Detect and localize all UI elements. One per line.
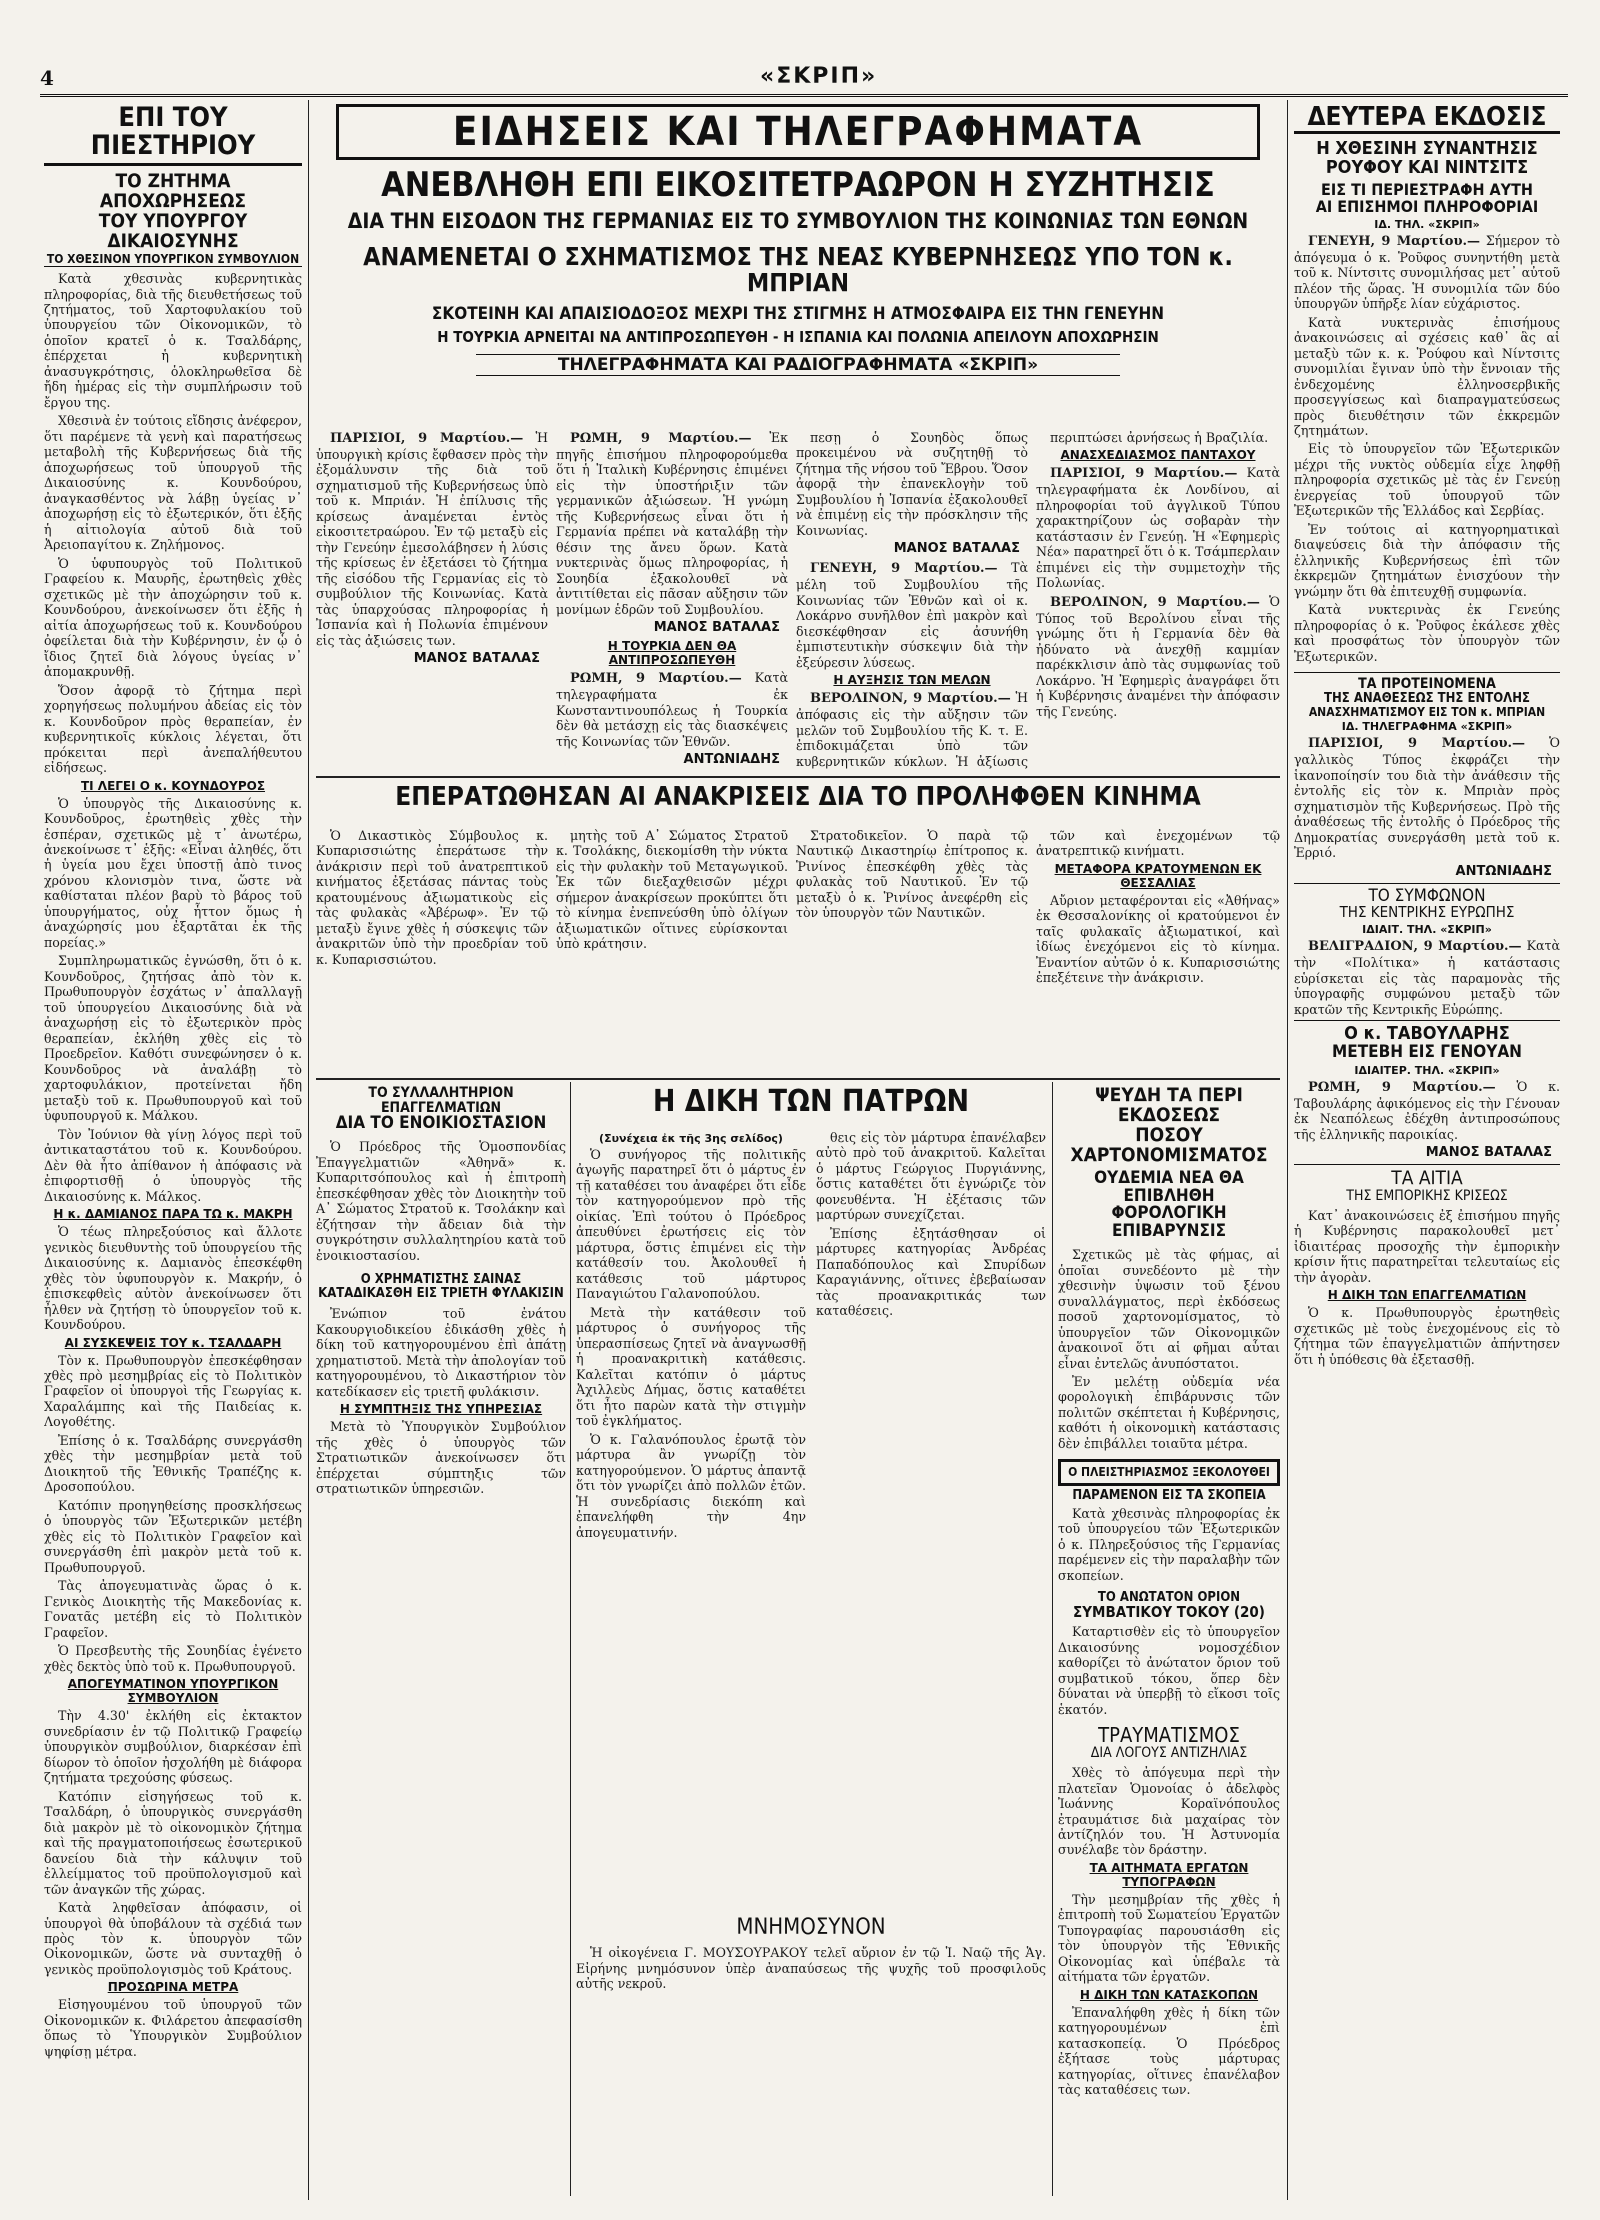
paper-name: «ΣΚΡΙΠ» (760, 64, 878, 89)
article-paragraph: Ὁ Πρόεδρος τῆς Ὁμοσπονδίας Ἐπαγγελματιῶν «Ἀθηνᾶ» κ. Κυπαριτσόπουλος καὶ ἡ ἐπιτροπὴ ἐπεσκέφθησαν χθὲς τὸν Διοικητὴν τοῦ Α᾽ Σώματος Στρατοῦ κ. Τσολάκην καὶ ἐζήτησαν τὴν ἄδειαν διὰ τὴν συγκρότησιν συλλαλητηρίου κατὰ τοῦ ἐνοικιοστασίου. (316, 1139, 566, 1263)
memorial-notice (576, 1916, 1046, 2196)
headline: ΨΕΥΔΗ ΤΑ ΠΕΡΙ ΕΚΔΟΣΕΩΣ (1095, 1086, 1243, 1126)
dateline: ΠΑΡΙΣΙΟΙ, 9 Μαρτίου.— (1050, 466, 1238, 482)
article-paragraph: Ἐν τούτοις αἱ κατηγορηματικαὶ διαψεύσεις διὰ τὴν ἀπόφασιν τῆς ἑλληνικῆς Κυβερνήσεως ἐπὶ τῶν ἐκκρεμῶν ζητημάτων ἐνισχύουν τὴν γνώμην ὅτι θὰ ἐπιτευχθῇ συμφωνία. (1294, 521, 1560, 599)
article-paragraph: περιπτώσει ἀρνήσεως ἡ Βραζιλία. (1050, 430, 1269, 445)
article-paragraph: Ὁ συνήγορος τῆς πολιτικῆς ἀγωγῆς παρατηρεῖ ὅτι ὁ μάρτυς ἐν τῇ καταθέσει του ἀναφέρει ὅτι εἶδε τὸν κατηγορούμενον πρὸ τῆς οἰκίας. Ἐπὶ τούτου ὁ Πρόεδρος ἀπευθύνει ἐρωτήσεις εἰς τὸν μάρτυρα, ὅστις ἐπιμένει εἰς τὴν κατάθεσίν του. Ἀκολουθεῖ ἡ κατάθεσις τοῦ μάρτυρος Παναγιώτου Γαλανοπούλου. (576, 1147, 806, 1302)
headline: ΕΠΕΡΑΤΩΘΗΣΑΝ ΑΙ ΑΝΑΚΡΙΣΕΙΣ ΔΙΑ ΤΟ ΠΡΟΛΗΦΘΕΝ ΚΙΝΗΜΑ (395, 784, 1201, 812)
headline: ΚΑΤΑΔΙΚΑΣΘΗ ΕΙΣ ΤΡΙΕΤΗ ΦΥΛΑΚΙΣΙΝ (318, 1285, 564, 1301)
article-paragraph: Κατόπιν εἰσηγήσεως τοῦ κ. Τσαλδάρη, ὁ ὑπουργικὸς συνεργάσθη διὰ μακρὸν μὲ τὸ οἰκονομικὸν ζήτημα καὶ τῆς πραγματοποιήσεως ἐσωτερικοῦ δανείου διὰ τὴν κάλυψιν τοῦ ἐλλείμματος τοῦ προϋπολογισμοῦ καὶ τῶν ἀναγκῶν τῆς χώρας. (44, 1788, 302, 1897)
credit-line: ΙΔ. ΤΗΛ. «ΣΚΡΙΠ» (1374, 217, 1480, 231)
dateline: ΠΑΡΙΣΙΟΙ, 9 Μαρτίου.— (330, 431, 524, 446)
article-paragraph: Εἰσηγουμένου τοῦ ὑπουργοῦ τῶν Οἰκονομικῶν κ. Φιλάρετου ἀπεφασίσθη ὅπως τὸ Ὑπουργικὸν Συμβούλιον ψηφίσῃ μέτρα. (44, 1997, 302, 2059)
article-column (816, 1130, 1046, 1322)
telegram-column (556, 430, 788, 770)
headline: ΔΙΑ ΤΟ ΕΝΟΙΚΙΟΣΤΑΣΙΟΝ (335, 1113, 547, 1134)
article-paragraph: Κατὰ ληφθεῖσαν ἀπόφασιν, οἱ ὑπουργοὶ θὰ ὑποβάλουν τὰ σχέδιά των πρὸς τὸν κ. ὑπουργὸν τῶν Οἰκονομικῶν, ὥστε νὰ συνταχθῇ ὁ γενικὸς προϋπολογισμὸς τοῦ Κράτους. (44, 1900, 302, 1977)
section-title: ΕΙΔΗΣΕΙΣ ΚΑΙ ΤΗΛΕΓΡΑΦΗΜΑΤΑ (336, 104, 1260, 160)
article-column (576, 1130, 806, 1543)
subheadline: Η ΔΙΚΗ ΤΩΝ ΚΑΤΑΣΚΟΠΩΝ (1079, 1987, 1259, 2002)
byline: ΑΝΤΩΝΙΑΔΗΣ (683, 752, 780, 768)
headline: ΑΙ ΕΠΙΣΗΜΟΙ ΠΛΗΡΟΦΟΡΙΑΙ (1315, 196, 1539, 216)
article-text: Ὁ Τύπος τοῦ Βερολίνου εἶναι τῆς γνώμης ὅτι ἡ Γερμανία δὲν θὰ ἠδύνατο νὰ ἀνεχθῇ καμμίαν παρέκκλισιν ἀπὸ τὰς συμφωνίας τοῦ Λοκάρνο. Ἡ Ἐφημερὶς ἀναγράφει ὅτι ἡ Κυβέρνησις ἀναμένει τὴν ἀπόφασιν τῆς Γενεύης. (1036, 593, 1280, 719)
subheadline: Η ΤΟΥΡΚΙΑ ΔΕΝ ΘΑ ΑΝΤΙΠΡΟΣΩΠΕΥΘΗ (607, 639, 737, 668)
headline: ΤΟ ΣΥΜΦΩΝΟΝ (1294, 883, 1560, 906)
subheadline: Η κ. ΔΑΜΙΑΝΟΣ ΠΑΡΑ ΤΩ κ. ΜΑΚΡΗ (53, 1207, 293, 1222)
article-paragraph: Ἐπίσης ἐξητάσθησαν οἱ μάρτυρες κατηγορίας Ἀνδρέας Παπαδόπουλος καὶ Σπυρίδων Καραγιάννης, οἵτινες ἐβεβαίωσαν τὰς προανακριτικάς των καταθέσεις. (816, 1225, 1046, 1319)
left-column (44, 104, 302, 2200)
headline: ΡΟΥΦΟΥ ΚΑΙ ΝΙΝΤΣΙΤΣ (1325, 157, 1529, 179)
article-text: Ἡ ὑπουργικὴ κρίσις ἔφθασεν πρὸς τὴν ἐξομάλυνσιν τῆς διὰ τοῦ σχηματισμοῦ τῆς Κυβερνήσεως ὑπὸ τοῦ κ. Μπριάν. Ἡ ἐπίλυσις τῆς κρίσεως ἀναμένεται ἐντὸς εἰκοσιτετραώρου. Ἐν τῷ μεταξὺ εἰς τὴν Γενεύην ἐμεσολάβησεν ἡ λύσις τῆς κρίσεως ἐν ἐξετάσει τὸ ζήτημα τῆς εἰσόδου τῆς Γερμανίας εἰς τὸ συμβούλιον τῆς Κοινωνίας. Κατὰ τὰς ὑπαρχούσας πληροφορίας ἡ Ἰσπανία καὶ ἡ Πολωνία ἐπιμένουν εἰς τὰς ἀξιώσεις των. (316, 430, 548, 648)
dateline: ΓΕΝΕΥΗ, 9 Μαρτίου.— (810, 561, 998, 577)
section-rule (316, 1078, 1280, 1080)
article-paragraph: Ἐπαναλήφθη χθὲς ἡ δίκη τῶν κατηγορουμένων ἐπὶ κατασκοπείᾳ. Ὁ Πρόεδρος ἐξήτασε τοὺς μάρτυρας κατηγορίας, οἵτινες ἐπανέλαβον τὰς καταθέσεις των. (1058, 2004, 1280, 2098)
article-text: Κατὰ τηλεγραφήματα ἐκ Λονδίνου, αἱ πληροφορίαι τοῦ ἀγγλικοῦ Τύπου χαρακτηρίζουν ὡς σοβαρὰν τὴν κατάστασιν ἐν Γενεύῃ. Ἡ «Ἐφημερὶς Νέα» παρατηρεῖ ὅτι ὁ κ. Τσάμπερλαιν ἐπιμένει εἰς τὴν συμμετοχὴν τῆς Πολωνίας. (1036, 465, 1280, 591)
section-title: ΕΠΙ ΤΟΥ ΠΙΕΣΤΗΡΙΟΥ (44, 104, 302, 166)
column-rule (570, 1082, 571, 2196)
subheadline: ΑΝΑΣΧΕΔΙΑΣΜΟΣ ΠΑΝΤΑΧΟΥ (1060, 448, 1256, 463)
article-text: Ὁ κ. Ταβουλάρης ἀφικόμενος εἰς τὴν Γένουαν ἐκ Νεαπόλεως ἐδέχθη ἀντιπροσώπους τῆς ἑλληνικῆς παροικίας. (1294, 1078, 1560, 1142)
dateline: ΒΕΡΟΛΙΝΟΝ, 9 Μαρτίου.— (810, 691, 1011, 707)
article-paragraph: Ἐπίσης ὁ κ. Τσαλδάρης συνεργάσθη χθὲς τὴν μεσημβρίαν μετὰ τοῦ Διοικητοῦ τῆς Ἐθνικῆς Τραπέζης κ. Δροσοπούλου. (44, 1432, 302, 1495)
page-number: 4 (40, 66, 54, 90)
article-paragraph: Ὁ Πρεσβευτὴς τῆς Σουηδίας ἐγένετο χθὲς δεκτὸς ὑπὸ τοῦ κ. Πρωθυπουργοῦ. (44, 1643, 302, 1674)
article-paragraph: Συμπληρωματικῶς ἐγνώσθη, ὅτι ὁ κ. Κουνδοῦρος, ζητήσας ἀπὸ τὸν κ. Πρωθυπουργὸν ἐσχάτως ν᾽ ἀπαλλαγῇ τοῦ ὑπουργείου Δικαιοσύνης διὰ νὰ ἀναχωρήσῃ εἰς τὸ ἐξωτερικὸν πρὸς θεραπείαν, ἐκλήθη χθὲς εἰς τὸ Προεδρεῖον. Καθότι συνεφώνησεν ὁ κ. Κουνδοῦρος νὰ ἀναλάβῃ τὸ χαρτοφυλάκιον, προτείνεται ἤδη μεταξὺ τοῦ κ. Πρωθυπουργοῦ καὶ τοῦ ὑφυπουργοῦ κ. Μάλκου. (44, 953, 302, 1124)
subheadline: ΤΑ ΑΙΤΗΜΑΤΑ ΕΡΓΑΤΩΝ ΤΥΠΟΓΡΑΦΩΝ (1089, 1860, 1249, 1889)
byline: ΑΝΤΩΝΙΑΔΗΣ (1455, 863, 1552, 879)
credit-line: ΙΔΙΑΙΤ. ΤΗΛ. «ΣΚΡΙΠ» (1362, 923, 1492, 937)
headline: ΤΟ ΖΗΤΗΜΑ ΑΠΟΧΩΡΗΣΕΩΣ (99, 169, 247, 212)
headline: ΤΑ ΑΙΤΙΑ (1294, 1164, 1560, 1189)
headline: Η ΧΘΕΣΙΝΗ ΣΥΝΑΝΤΗΣΙΣ (1316, 138, 1538, 160)
article-text: Ὁ γαλλικὸς Τύπος ἐκφράζει τὴν ἱκανοποίησίν του διὰ τὴν ἀνάθεσιν τῆς ἐντολῆς εἰς τὸν κ. Μπριὰν πρὸς σχηματισμὸν τῆς Κυβερνήσεως. Πρὸ τῆς ἀναθέσεως τῆς ἐντολῆς ὁ Πρόεδρος τῆς Δημοκρατίας συνεργάσθη μετὰ τοῦ κ. Ἐρριό. (1294, 735, 1560, 861)
byline: ΜΑΝΟΣ ΒΑΤΑΛΑΣ (1425, 1145, 1552, 1161)
article-paragraph: Σχετικῶς μὲ τὰς φήμας, αἱ ὁποῖαι συνεδέοντο μὲ τὴν χθεσινὴν ὑψωσιν τοῦ ξένου συναλλάγματος, περὶ ἐκδόσεως ποσοῦ χαρτονομίσματος, τὸ ὑπουργεῖον τῶν Οἰκονομικῶν ἀνακοινοῖ ὅτι αἱ φῆμαι αὗται εἶναι ἐντελῶς ἀνυπόστατοι. (1058, 1247, 1280, 1371)
subheadline: Η ΣΥΜΠΤΗΞΙΣ ΤΗΣ ΥΠΗΡΕΣΙΑΣ (339, 1402, 543, 1417)
article-text: Ἡ ἀπόφασις εἰς τὴν αὔξησιν τῶν μελῶν τοῦ Συμβουλίου τῆς Κ. τ. Ε. ἐπιδοκιμάζεται ὑπὸ τῶν κυβερνητικῶν κύκλων. Ἡ ἀξίωσις (796, 690, 1028, 769)
article-paragraph: τῶν καὶ ἐνεχομένων τῷ ἀνατρεπτικῷ κινήματι. (1036, 828, 1280, 859)
dateline: ΡΩΜΗ, 9 Μαρτίου.— (570, 671, 742, 687)
section-title: ΔΕΥΤΕΡΑ ΕΚΔΟΣΙΣ (1294, 104, 1560, 134)
article-text: Τὰ μέλη τοῦ Συμβουλίου τῆς Κοινωνίας τῶν Ἐθνῶν καὶ οἱ κ. Λοκάρνο συνῆλθον ἐπὶ μακρὸν καὶ διεσκέφθησαν εἰς ἀσυνήθη ἐμπιστευτικὴν σύσκεψιν διὰ τὴν ἐξεύρεσιν λύσεως. (796, 560, 1028, 670)
article-paragraph: Ὁ κ. Πρωθυπουργὸς ἐρωτηθεὶς σχετικῶς μὲ τοὺς ἐνεχομένους εἰς τὸ ζήτημα τῶν ἐπαγγελματιῶν ἀπήντησεν ὅτι ἡ ὑπόθεσις θὰ ἐξετασθῇ. (1294, 1305, 1560, 1367)
right-column (1294, 104, 1560, 2200)
article-paragraph: Κατὰ νυκτερινὰς ἐκ Γενεύης πληροφορίας ὁ κ. Ῥοῦφος ἐκάλεσε χθὲς καὶ προσφάτως τὸν ὑπουργὸν τῶν Ἐξωτερικῶν. (1294, 602, 1560, 664)
headline: ΠΑΡΑΜΕΝΟΝ ΕΙΣ ΤΑ ΣΚΟΠΕΙΑ (1072, 1488, 1266, 1504)
byline: ΜΑΝΟΣ ΒΑΤΑΛΑΣ (413, 651, 540, 667)
subheadline: ΠΡΟΣΩΡΙΝΑ ΜΕΤΡΑ (107, 1980, 239, 1995)
article-paragraph: μητὴς τοῦ Α᾽ Σώματος Στρατοῦ κ. Τσολάκης, διεκομίσθη τὴν νύκτα εἰς τὴν φυλακὴν τοῦ Μεταγωγικοῦ. Ἐκ τῶν διεξαχθεισῶν μέχρι σήμερον ἀνακρίσεων προκύπτει ὅτι τὸ κίνημα ἐνεπνεύσθη ὑπὸ ὀλίγων ἀξιωματικῶν οἵτινες εὑρίσκονται ὑπὸ κράτησιν. (556, 828, 788, 952)
article-paragraph: Ὁ ὑφυπουργὸς τοῦ Πολιτικοῦ Γραφείου κ. Μαυρῆς, ἐρωτηθεὶς χθὲς σχετικῶς μὲ τὴν ἀποχώρησιν τοῦ κ. Κουνδούρου, ἀνεκοίνωσεν ὅτι ἐξῆς ἡ αἰτία ἀποχωρήσεως τοῦ κ. Κουνδούρου ὀφείλεται διὰ τὴν Κυβέρνησιν, ἐν ᾧ ὁ ἴδιος ζητεῖ διὰ λόγους ὑγείας ν᾽ ἀπομακρυνθῇ. (44, 555, 302, 680)
dateline: ΡΩΜΗ, 9 Μαρτίου.— (570, 431, 752, 446)
headline: ΤΗΣ ΑΝΑΘΕΣΕΩΣ ΤΗΣ ΕΝΤΟΛΗΣ (1324, 690, 1530, 706)
article-text: Ἐκ πηγῆς ἐπισήμου πληροφορούμεθα ὅτι ἡ Ἰταλικὴ Κυβέρνησις ἐπιμένει εἰς τὴν ὑποστήριξιν τῶν γερμανικῶν ἀξιώσεων. Ἡ γνώμη τῆς Κυβερνήσεως εἶναι ὅτι ἡ Γερμανία πρέπει νὰ καταλάβῃ τὴν θέσιν της ἄνευ ὅρων. Κατὰ νυκτερινὰς ὅμως πληροφορίας, ἡ Σουηδία ἐξακολουθεῖ νὰ ἀντιτίθεται εἰς πᾶσαν αὔξησιν τῶν μονίμων ἑδρῶν τοῦ Συμβουλίου. (556, 430, 788, 617)
dateline: ΒΕΛΙΓΡΑΔΙΟΝ, 9 Μαρτίου.— (1308, 939, 1522, 955)
headline: ΜΕΤΕΒΗ ΕΙΣ ΓΕΝΟΥΑΝ (1332, 1041, 1522, 1062)
headline: ΦΟΡΟΛΟΓΙΚΗ ΕΠΙΒΑΡΥΝΣΙΣ (1111, 1203, 1227, 1242)
article-paragraph: Τὰς ἀπογευματινὰς ὥρας ὁ κ. Γενικὸς Διοικητὴς τῆς Μακεδονίας κ. Γονατᾶς μετέβη εἰς τὸ Πολιτικὸν Γραφεῖον. (44, 1578, 302, 1640)
subheadline: ΑΙ ΣΥΣΚΕΨΕΙΣ ΤΟΥ κ. ΤΣΑΛΔΑΡΗ (64, 1335, 282, 1350)
headline: Η ΤΟΥΡΚΙΑ ΑΡΝΕΙΤΑΙ ΝΑ ΑΝΤΙΠΡΟΣΩΠΕΥΘΗ - Η ΙΣΠΑΝΙΑ ΚΑΙ ΠΟΛΩΝΙΑ ΑΠΕΙΛΟΥΝ ΑΠΟΧΩΡΗΣΙΝ (437, 328, 1159, 347)
article-paragraph: Κατὰ νυκτερινὰς ἐπισήμους ἀνακοινώσεις αἱ σχέσεις καθ᾽ ἃς αἱ μεταξὺ τῶν κ. κ. Ῥούφου καὶ Νίντσιτς συνομιλίαι ἔγιναν ὑπὸ τὴν ἔννοιαν τῆς ἐνδεχομένης ἐλληνοσερβικῆς προσεγγίσεως καὶ διαπραγματεύσεως πρὸς διευθέτησιν τῶν ἐκκρεμῶν ζητημάτων. (1294, 314, 1560, 438)
main-banner (316, 104, 1280, 426)
article-paragraph: Χθεσινὰ ἐν τούτοις εἴδησις ἀνέφερον, ὅτι παρέμενε τὰ γενὴ καὶ παρατήσεως μεταβολὴ τῆς Κυβερνήσεως διὰ τῆς ἀποχωρήσεως τοῦ ὑπουργοῦ τῆς Δικαιοσύνης κ. Κουνδούρου, ἀναγκασθέντος νὰ λάβῃ ὑγείας ν᾽ ἀποχωρήσῃ εἰς τὸ ἐξωτερικόν, ὅτι ἐξῆς ἡ αἰτιολογία αὐτοῦ διὰ τοῦ Ἀρειοπαγίτου κ. Ζηλήμονος. (44, 413, 302, 553)
finance-column (1058, 1086, 1280, 2196)
article-paragraph: Μετὰ τὴν κατάθεσιν τοῦ μάρτυρος ὁ συνήγορος τῆς ὑπερασπίσεως ζητεῖ νὰ ἀναγνωσθῇ ἡ προανακριτικὴ κατάθεσις. Καλεῖται κατόπιν ὁ μάρτυς Ἀχιλλεὺς Δήμας, ὅστις καταθέτει ὅτι ἦτο παρὼν κατὰ τὴν στιγμὴν τοῦ ἐγκλήματος. (576, 1304, 806, 1429)
article-column (556, 828, 788, 955)
subheadline: Η ΑΥΞΗΣΙΣ ΤΩΝ ΜΕΛΩΝ (833, 673, 991, 688)
left-inner-column (316, 1086, 566, 2196)
telegram-column (316, 430, 548, 770)
article-paragraph: Τὸν Ἰούνιον θὰ γίνῃ λόγος περὶ τοῦ ἀντικαταστάτου τοῦ κ. Κουνδούρου. Δὲν θὰ ἦτο ἀπίθανον ἡ ἀπόφασις νὰ ἐπιφορτισθῇ ὁ ὑπουργὸς τῆς Δικαιοσύνης κ. Μάλκος. (44, 1126, 302, 1204)
anakriseis-article (316, 784, 1280, 1074)
article-column (796, 828, 1028, 924)
article-paragraph: Ὁ ὑπουργὸς τῆς Δικαιοσύνης κ. Κουνδοῦρος, ἐρωτηθεὶς χθὲς τὴν ἑσπέραν, σχετικῶς μὲ τ᾽ ἀνωτέρω, ἀνεκοίνωσε τ᾽ ἑξῆς: «Εἶναι ἀληθές, ὅτι ἡ ὑγεία μου ἔχει ὑποστῇ ἀπὸ τινος χρόνου κλονισμὸν τινα, ὥστε νὰ καθίσταται πλέον βαρὺ τὸ βάρος τοῦ ὑπουργήματος, οὐχ ἧττον ὅμως ἡ ἀναχώρησίς μου ἐξαρτᾶται ἐκ τῆς πορείας.» (44, 795, 302, 950)
headline: ΔΙΑ ΛΟΓΟΥΣ ΑΝΤΙΖΗΛΙΑΣ (1090, 1745, 1248, 1762)
dateline: ΒΕΡΟΛΙΝΟΝ, 9 Μαρτίου.— (1050, 594, 1260, 610)
article-paragraph: Κατ᾽ ἀνακοινώσεις ἐξ ἐπισήμου πηγῆς ἡ Κυβέρνησις παρακολουθεῖ μετ᾽ ἰδιαιτέρας προσοχῆς τὴν ἐμπορικὴν κρίσιν ἥτις παρατηρεῖται τελευταίως εἰς τὴν ἀγορὰν. (1294, 1207, 1560, 1285)
byline: ΜΑΝΟΣ ΒΑΤΑΛΑΣ (893, 541, 1020, 557)
telegram-column (796, 430, 1028, 770)
subheadline: ΜΕΤΑΦΟΡΑ ΚΡΑΤΟΥΜΕΝΩΝ ΕΚ ΘΕΣΣΑΛΙΑΣ (1054, 861, 1262, 890)
article-paragraph: Ὁ Δικαστικὸς Σύμβουλος κ. Κυπαρισσιώτης ἐπεράτωσε τὴν ἀνάκρισιν περὶ τοῦ ἀνατρεπτικοῦ κινήματος ἐξετάσας πάντας τοὺς κρατουμένους ἀξιωματικοὺς εἰς τὰς φυλακὰς «Ἀβέρωφ». Ἐν τῷ μεταξὺ ἔγινε χθὲς ἡ σύσκεψις τῶν ἀνακριτῶν ὑπὸ τὴν προεδρίαν τοῦ κ. Κυπαρισσιώτου. (316, 828, 548, 967)
column-rule (308, 100, 309, 2200)
headline: ΤΗΣ ΚΕΝΤΡΙΚΗΣ ΕΥΡΩΠΗΣ (1339, 903, 1515, 922)
dateline: ΡΩΜΗ, 9 Μαρτίου.— (1308, 1079, 1496, 1095)
headline: ΑΝΑΜΕΝΕΤΑΙ Ο ΣΧΗΜΑΤΙΣΜΟΣ ΤΗΣ ΝΕΑΣ ΚΥΒΕΡΝΗΣΕΩΣ ΥΠΟ ΤΟΝ κ. ΜΠΡΙΑΝ (363, 241, 1233, 297)
article-paragraph: Κατόπιν προηγηθείσης προσκλήσεως ὁ ὑπουργὸς τῶν Ἐξωτερικῶν μετέβη χθὲς εἰς τὸ Πολιτικὸν Γραφεῖον καὶ συνεργάσθη ἐπὶ μακρὸν μετὰ τοῦ κ. Πρωθυπουργοῦ. (44, 1497, 302, 1575)
dateline: ΓΕΝΕΥΗ, 9 Μαρτίου.— (1308, 233, 1481, 249)
headline: ΤΗΣ ΕΜΠΟΡΙΚΗΣ ΚΡΙΣΕΩΣ (1346, 1188, 1508, 1205)
article-text: Κατὰ τηλεγραφήματα ἐκ Κωνσταντινουπόλεως ἡ Τουρκία δὲν θὰ μετάσχῃ εἰς τὰς διασκέψεις τῆς Κοινωνίας τῶν Ἐθνῶν. (556, 670, 788, 749)
column-rule (1052, 1082, 1053, 2196)
telegram-column (1036, 430, 1280, 770)
headline: ΑΝΕΒΛΗΘΗ ΕΠΙ ΕΙΚΟΣΙΤΕΤΡΑΩΡΟΝ Η ΣΥΖΗΤΗΣΙΣ (381, 165, 1215, 205)
headline: ΤΡΑΥΜΑΤΙΣΜΟΣ (1098, 1723, 1240, 1748)
subheadline: Η ΔΙΚΗ ΤΩΝ ΕΠΑΓΓΕΛΜΑΤΙΩΝ (1327, 1288, 1527, 1303)
article-paragraph: Ἐν μελέτῃ οὐδεμία νέα φορολογικὴ ἐπιβάρυνσις τῶν πολιτῶν σκέπτεται ἡ Κυβέρνησις, καθότι ἡ οἰκονομικὴ κατάστασις δὲν ἐπιβάλλει τοιαῦτα μέτρα. (1058, 1374, 1280, 1451)
credit-line: ΙΔΙΑΙΤΕΡ. ΤΗΛ. «ΣΚΡΙΠ» (1354, 1063, 1500, 1077)
article-paragraph: Τὴν μεσημβρίαν τῆς χθὲς ἡ ἐπιτροπὴ τοῦ Σωματείου Ἐργατῶν Τυπογραφίας παρουσιάσθη εἰς τὸν ὑπουργὸν τῆς Ἐθνικῆς Οἰκονομίας καὶ ὑπέβαλε τὰ αἰτήματα τῶν ἐργατῶν. (1058, 1891, 1280, 1985)
subheadline: ΤΟ ΧΘΕΣΙΝΟΝ ΥΠΟΥΡΓΙΚΟΝ ΣΥΜΒΟΥΛΙΟΝ (44, 253, 302, 267)
article-paragraph: Χθὲς τὸ ἀπόγευμα περὶ τὴν πλατεῖαν Ὁμονοίας ὁ ἀδελφὸς Ἰωάννης Κοραϊνόπουλος ἐτραυμάτισε διὰ μαχαίρας τὸν ἀντίζηλόν του. Ἡ Ἀστυνομία συνέλαβε τὸν δράστην. (1058, 1765, 1280, 1858)
article-paragraph: πεσῃ ὁ Σουηδὸς ὅπως προκειμένου νὰ συζητηθῇ τὸ ζήτημα τῆς νήσου τοῦ Ἔβρου. Ὅσον ἀφορᾷ τὴν ἐπανεκλογὴν τοῦ Συμβουλίου ἡ Ἰσπανία ἐξακολουθεῖ νὰ ἐπιμένῃ εἰς τὴν πρόσκλησιν τῆς Κοινωνίας. (796, 430, 1028, 538)
headline: ΤΑ ΠΡΟΤΕΙΝΟΜΕΝΑ (1294, 672, 1560, 692)
headline: Ο ΠΛΕΙΣΤΗΡΙΑΣΜΟΣ ΞΕΚΟΛΟΥΘΕΙ (1058, 1459, 1280, 1486)
article-paragraph: Τὴν 4.30' ἐκλήθη εἰς ἐκτακτον συνεδρίασιν ἐν τῷ Πολιτικῷ Γραφείῳ ὑπουργικὸν συμβούλιον, διαρκέσαν ἐπὶ δίωρον τὸ ὁποῖον ἠσχολήθη μὲ διάφορα ζητήματα τρεχούσης φύσεως. (44, 1708, 302, 1786)
subheadline: ΑΠΟΓΕΥΜΑΤΙΝΟΝ ΥΠΟΥΡΓΙΚΟΝ ΣΥΜΒΟΥΛΙΟΝ (67, 1677, 279, 1706)
telegrams-bar: ΤΗΛΕΓΡΑΦΗΜΑΤΑ ΚΑΙ ΡΑΔΙΟΓΡΑΦΗΜΑΤΑ «ΣΚΡΙΠ» (476, 354, 1120, 376)
headline: ΑΝΑΣΧΗΜΑΤΙΣΜΟΥ ΕΙΣ ΤΟΝ κ. ΜΠΡΙΑΝ (1308, 704, 1546, 719)
article-paragraph: Κατὰ χθεσινὰς πληροφορίας ἐκ τοῦ ὑπουργείου τῶν Ἐξωτερικῶν ὁ κ. Πληρεξούσιος τῆς Γερμανίας παρέμενεν εἰς τὴν παραλαβὴν τῶν σκοπείων. (1058, 1505, 1280, 1583)
dateline: ΠΑΡΙΣΙΟΙ, 9 Μαρτίου.— (1308, 736, 1526, 752)
headline: ΟΥΔΕΜΙΑ ΝΕΑ ΘΑ ΕΠΙΒΛΗΘΗ (1094, 1167, 1244, 1206)
headline: Η ΔΙΚΗ ΤΩΝ ΠΑΤΡΩΝ (652, 1086, 970, 1119)
article-paragraph: Ὅσον ἀφορᾷ τὸ ζήτημα περὶ χορηγήσεως πολυμήνου ἀδείας εἰς τὸν κ. Κουνδοῦρον πρὸς θεραπείαν, ἐν κυβερνητικοῖς κύκλοις λέγεται, ὅτι πρόκειται περὶ ἀνεπαλήθευτου εἰδήσεως. (44, 682, 302, 776)
article-paragraph: θεις εἰς τὸν μάρτυρα ἐπανέλαβεν αὐτὸ πρὸ τοῦ ἀνακριτοῦ. Καλεῖται ὁ μάρτυς Γεώργιος Πυργιάννης, ὅστις καταθέτει ὅτι ἐγνώριζε τὸν φονευθέντα. Ἡ ἐξέτασις τῶν μαρτύρων συνεχίζεται. (816, 1130, 1046, 1223)
headline: ΣΚΟΤΕΙΝΗ ΚΑΙ ΑΠΑΙΣΙΟΔΟΞΟΣ ΜΕΧΡΙ ΤΗΣ ΣΤΙΓΜΗΣ Η ΑΤΜΟΣΦΑΙΡΑ ΕΙΣ ΤΗΝ ΓΕΝΕΥΗΝ (431, 304, 1165, 325)
article-text: Κατὰ τὴν «Πολίτικα» ἡ κατάστασις εὑρίσκεται εἰς τὰς παραμονὰς τῆς ὑπογραφῆς συμφώνου μεταξὺ τῶν κρατῶν τῆς Κεντρικῆς Εὐρώπης. (1294, 938, 1560, 1017)
headline: Ο κ. ΤΑΒΟΥΛΑΡΗΣ (1294, 1020, 1560, 1044)
headline: ΔΙΑ ΤΗΝ ΕΙΣΟΔΟΝ ΤΗΣ ΓΕΡΜΑΝΙΑΣ ΕΙΣ ΤΟ ΣΥΜΒΟΥΛΙΟΝ ΤΗΣ ΚΟΙΝΩΝΙΑΣ ΤΩΝ ΕΘΝΩΝ (347, 208, 1249, 233)
headline: ΕΙΣ ΤΙ ΠΕΡΙΕΣΤΡΑΦΗ ΑΥΤΗ (1321, 180, 1533, 200)
headline: ΣΥΜΒΑΤΙΚΟΥ ΤΟΚΟΥ (20) (1073, 1602, 1265, 1621)
headline: ΤΟ ΣΥΛΛΑΛΗΤΗΡΙΟΝ ΕΠΑΓΓΕΛΜΑΤΙΩΝ (368, 1086, 514, 1116)
article-column (316, 828, 548, 970)
article-paragraph: Ἡ οἰκογένεια Γ. ΜΟΥΣΟΥΡΑΚΟΥ τελεῖ αὔριον ἐν τῷ Ἱ. Ναῷ τῆς Ἁγ. Εἰρήνης μνημόσυνον ὑπὲρ ἀναπαύσεως τῆς ψυχῆς τοῦ προσφιλοῦς αὐτῆς νεκροῦ. (576, 1945, 1046, 1992)
article-paragraph: Κατὰ χθεσινὰς κυβερνητικὰς πληροφορίας, διὰ τῆς διευθετήσεως τοῦ ζητήματος, τοῦ Χαρτοφυλακίου τοῦ ὑπουργείου τῶν Οἰκονομικῶν, τὸ ὁποῖον κρατεῖ ὁ κ. Τσαλδάρης, ἐπέρχεται ἡ κυβερνητικὴ ἀνασυγκρότησις, ὁλοκληρωθεῖσα δὲ ἤδη ἡμέρας εἰς τὴν συμπλήρωσιν τοῦ ἔργου της. (44, 271, 302, 410)
section-rule (316, 776, 1280, 778)
headline: ΤΟ ΑΝΩΤΑΤΟΝ ΟΡΙΟΝ (1097, 1590, 1241, 1606)
byline: ΜΑΝΟΣ ΒΑΤΑΛΑΣ (653, 620, 780, 636)
headline: ΜΝΗΜΟΣΥΝΟΝ (736, 1916, 886, 1940)
article-paragraph: Αὔριον μεταφέρονται εἰς «Ἀθήνας» ἐκ Θεσσαλονίκης οἱ κρατούμενοι ἐν ταῖς φυλακαῖς ἀξιωματικοί, καὶ ἰδίως ἐνεχόμενοι εἰς τὸ κίνημα. Ἐναντίον αὐτῶν ὁ κ. Κυπαρισσιώτης ἐπεξέτεινε τὴν ἀνάκρισιν. (1036, 892, 1280, 986)
masthead (40, 64, 1568, 97)
article-paragraph: Μετὰ τὸ Ὑπουργικὸν Συμβούλιον τῆς χθὲς ὁ ὑπουργὸς τῶν Στρατιωτικῶν ἀνεκοίνωσεν ὅτι ἐπέρχεται σύμπτηξις τῶν στρατιωτικῶν ὑπηρεσιῶν. (316, 1419, 566, 1497)
article-paragraph: Καταρτισθὲν εἰς τὸ ὑπουργεῖον Δικαιοσύνης νομοσχέδιον καθορίζει τὸ ἀνώτατον ὅριον τοῦ συμβατικοῦ τόκου, ὅπερ δὲν δύναται νὰ ὑπερβῇ τὸ εἴκοσι τοῖς ἑκατόν. (1058, 1624, 1280, 1717)
subheadline: ΤΙ ΛΕΓΕΙ Ο κ. ΚΟΥΝΔΟΥΡΟΣ (80, 778, 266, 793)
article-paragraph: Ὁ κ. Γαλανόπουλος ἐρωτᾷ τὸν μάρτυρα ἂν γνωρίζῃ τὸν κατηγορούμενον. Ὁ μάρτυς ἀπαντᾷ ὅτι τὸν γνωρίζει ἀπὸ πολλῶν ἐτῶν. Ἡ συνεδρίασις διεκόπη καὶ ἐπανελήφθη τὴν 4ην ἀπογευματινήν. (576, 1431, 806, 1540)
article-paragraph: Ἐνώπιον τοῦ ἐνάτου Κακουργιοδικείου ἐδικάσθη χθὲς ἡ δίκη τοῦ κατηγορουμένου ἐπὶ ἀπάτῃ χρηματιστοῦ. Μετὰ τὴν ἀπολογίαν τοῦ κατηγορουμένου, τὸ Δικαστήριον τὸν κατεδίκασεν εἰς τριετῆ φυλάκισιν. (316, 1306, 566, 1399)
article-paragraph: Στρατοδικεῖον. Ὁ παρὰ τῷ Ναυτικῷ Δικαστηρίῳ ἐπίτροπος κ. Ῥινίνος ἐπεσκέφθη χθὲς τὰς φυλακὰς τοῦ Ναυτικοῦ. Ἐν τῷ μεταξὺ ὁ κ. Ῥινίνος ἀνεφέρθη εἰς τὸν ὑπουργὸν τῶν Ναυτικῶν. (796, 828, 1028, 921)
column-rule (1287, 100, 1288, 2200)
continuation-note: (Συνέχεια ἐκ τῆς 3ης σελίδος) (599, 1132, 783, 1145)
article-column (1036, 828, 1280, 989)
article-paragraph: Τὸν κ. Πρωθυπουργὸν ἐπεσκέφθησαν χθὲς πρὸ μεσημβρίας εἰς τὸ Πολιτικὸν Γραφεῖον οἱ ὑπουργοὶ τῆς Γεωργίας κ. Χαραλάμπης καὶ τῆς Παιδείας κ. Λογοθέτης. (44, 1352, 302, 1430)
article-text: Σήμερον τὸ ἀπόγευμα ὁ κ. Ῥοῦφος συνηντήθη μετὰ τοῦ κ. Νίντσιτς συνομιλήσας μετ᾽ αὐτοῦ πλέον τῆς ὥρας. Ἡ συνομιλία τῶν δύο ὑπουργῶν ὑπῆρξε λίαν εὐχάριστος. (1294, 232, 1560, 312)
headline: ΠΟΣΟΥ ΧΑΡΤΟΝΟΜΙΣΜΑΤΟΣ (1070, 1123, 1268, 1166)
article-paragraph: Ὁ τέως πληρεξούσιος καὶ ἄλλοτε γενικὸς διευθυντὴς τοῦ ὑπουργείου τῆς Δικαιοσύνης κ. Δαμιανὸς ἐπεσκέφθη χθὲς τὸν ὑφυπουργὸν κ. Μακρήν, ὁ ἐπισκεφθεὶς αὐτὸν ἀνεκοίνωσεν ὅτι ἦλθεν νὰ ζητήσῃ τὸ ὑπουργεῖον τοῦ κ. Κουνδούρου. (44, 1224, 302, 1333)
credit-line: ΙΔ. ΤΗΛΕΓΡΑΦΗΜΑ «ΣΚΡΙΠ» (1341, 720, 1513, 734)
article-paragraph: Εἰς τὸ ὑπουργεῖον τῶν Ἐξωτερικῶν μέχρι τῆς νυκτὸς οὐδεμία εἶχε ληφθῇ πληροφορία σχετικῶς μὲ τὰς ἐν Γενεύῃ ἐνεργείας τοῦ ὑπουργοῦ τῶν Ἐξωτερικῶν τῆς Ἑλλάδος καὶ Σερβίας. (1294, 441, 1560, 519)
headline: ΤΟΥ ΥΠΟΥΡΓΟΥ ΔΙΚΑΙΟΣΥΝΗΣ (98, 209, 248, 252)
headline: Ο ΧΡΗΜΑΤΙΣΤΗΣ ΣΑΙΝΑΣ (360, 1272, 522, 1288)
patron-article (576, 1086, 1046, 1906)
